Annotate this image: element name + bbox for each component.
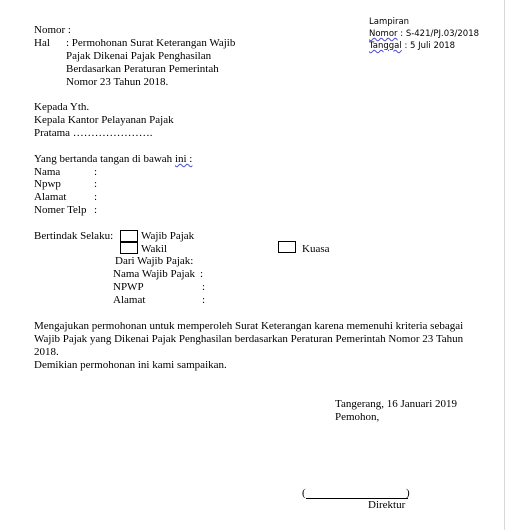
lampiran-title: Lampiran [369, 17, 410, 27]
sub-label-npwp: NPWP [113, 281, 144, 293]
sub-colon-nama-wajib-pajak: : [200, 268, 204, 280]
field-label-nomer-telp: Nomer Telp [34, 204, 87, 216]
recipient-line-1: Kepada Yth. [34, 101, 90, 113]
signer-intro-wavy: ini : [174, 153, 193, 165]
field-colon-npwp: : [94, 178, 98, 190]
checkbox-wajib-pajak[interactable] [120, 230, 138, 242]
body-line-3: 2018. [34, 346, 59, 358]
field-colon-nama: : [94, 166, 98, 178]
body-line-4: Demikian permohonan ini kami sampaikan. [34, 359, 227, 371]
option-wajib-pajak: Wajib Pajak [141, 230, 195, 242]
checkbox-wakil[interactable] [120, 242, 138, 254]
recipient-line-2: Kepala Kantor Pelayanan Pajak [34, 114, 174, 126]
pemohon-label: Pemohon, [335, 411, 380, 423]
field-colon-nomer-telp: : [94, 204, 98, 216]
hal-line-4: Nomor 23 Tahun 2018. [66, 76, 169, 88]
body-line-2: Wajib Pajak yang Dikenai Pajak Penghasilan berdasarkan Peraturan Pemerintah Nomor 23 Tahun [34, 333, 464, 345]
sub-colon-npwp: : [202, 281, 206, 293]
lampiran-tanggal-value: : 5 Juli 2018 [401, 41, 456, 51]
option-kuasa: Kuasa [302, 243, 330, 255]
hal-line-3: Berdasarkan Peraturan Pemerintah [66, 63, 219, 75]
checkbox-kuasa[interactable] [278, 241, 296, 253]
signature-title: Direktur [368, 499, 406, 511]
option-wakil: Wakil [141, 243, 167, 255]
dari-wajib-pajak: Dari Wajib Pajak: [115, 255, 194, 267]
nomor-line: Nomor : [34, 24, 71, 36]
place-date: Tangerang, 16 Januari 2019 [335, 398, 458, 410]
lampiran-nomor-label: Nomor [369, 29, 398, 39]
lampiran-nomor-value: : S-421/PJ.03/2018 [397, 29, 480, 39]
body-line-1: Mengajukan permohonan untuk memperoleh Surat Keterangan karena memenuhi kriteria sebagai [34, 320, 464, 332]
field-label-alamat: Alamat [34, 191, 67, 203]
hal-line-1: : Permohonan Surat Keterangan Wajib [66, 37, 236, 49]
hal-label: Hal [34, 37, 50, 49]
field-colon-alamat: : [94, 191, 98, 203]
signer-intro-text: Yang bertanda tangan di bawah [34, 153, 175, 165]
signer-intro [34, 153, 192, 165]
signature-paren-open: ( [302, 487, 306, 499]
sub-colon-alamat: : [202, 294, 206, 306]
sub-label-alamat: Alamat [113, 294, 146, 306]
field-label-npwp: Npwp [34, 178, 61, 190]
recipient-line-3: Pratama …………………. [34, 127, 153, 139]
capacity-label: Bertindak Selaku: [34, 230, 114, 242]
field-label-nama: Nama [34, 166, 61, 178]
lampiran-tanggal [369, 41, 455, 51]
signature-paren-close: ) [406, 487, 410, 499]
lampiran-tanggal-label: Tanggal [369, 41, 402, 51]
lampiran-nomor [369, 29, 479, 39]
sub-label-nama-wajib-pajak: Nama Wajib Pajak [113, 268, 196, 280]
hal-line-2: Pajak Dikenai Pajak Penghasilan [66, 50, 212, 62]
